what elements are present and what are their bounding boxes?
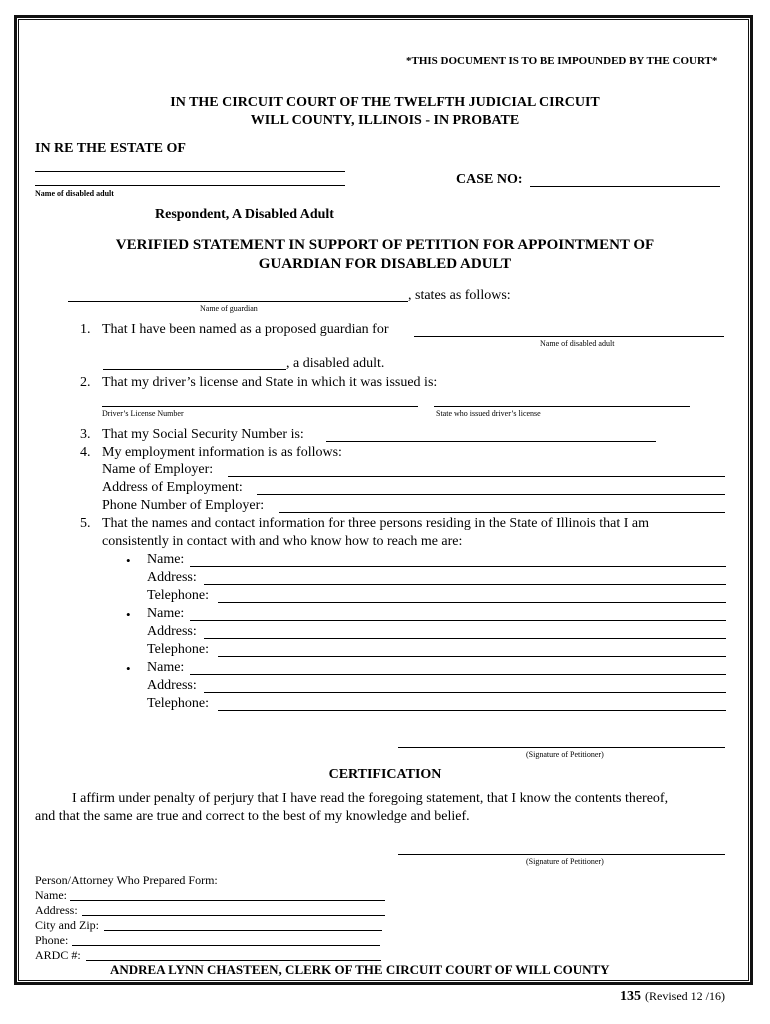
contact-3-address-label: Address: — [147, 678, 197, 693]
item-5-number: 5. — [80, 516, 91, 531]
contact-2-name-field[interactable] — [190, 620, 726, 621]
bullet-icon: • — [126, 607, 131, 622]
employment-address-field[interactable] — [257, 494, 725, 495]
contact-2-name-label: Name: — [147, 606, 185, 621]
guardian-caption: Name of guardian — [200, 304, 258, 313]
item-5-text-line-1: That the names and contact information for three persons residing in the State of Illinois that I am — [102, 516, 650, 531]
guardian-name-field[interactable] — [68, 301, 408, 302]
item-4-text: My employment information is as follows: — [102, 445, 342, 460]
drivers-license-field[interactable] — [102, 406, 418, 407]
bullet-icon: • — [126, 553, 131, 568]
disabled-adult-name-line-2[interactable] — [35, 185, 345, 186]
item-4-number: 4. — [80, 445, 91, 460]
certification-line-1: I affirm under penalty of perjury that I have read the foregoing statement, that I know the contents thereof, — [72, 791, 669, 806]
item-2-text: That my driver’s license and State in which it was issued is: — [102, 375, 438, 390]
item-1-text: That I have been named as a proposed guardian for — [102, 322, 389, 337]
impound-notice: *THIS DOCUMENT IS TO BE IMPOUNDED BY THE COURT* — [406, 55, 718, 67]
signature-caption-1: (Signature of Petitioner) — [526, 750, 604, 759]
clerk-name: ANDREA LYNN CHASTEEN, CLERK OF THE CIRCUIT COURT OF WILL COUNTY — [110, 962, 610, 977]
form-footer — [620, 987, 725, 1005]
respondent-label: Respondent, A Disabled Adult — [155, 207, 334, 222]
contact-3-name-label: Name: — [147, 660, 185, 675]
signature-caption-2: (Signature of Petitioner) — [526, 857, 604, 866]
court-county: WILL COUNTY, ILLINOIS - IN PROBATE — [250, 113, 520, 128]
item-1-caption: Name of disabled adult — [540, 339, 615, 348]
drivers-license-caption: Driver’s License Number — [102, 409, 184, 418]
item-1-disabled-adult-field[interactable] — [414, 336, 724, 337]
item-1-suffix: , a disabled adult. — [286, 356, 385, 371]
employer-name-label: Name of Employer: — [102, 462, 214, 477]
contact-1-telephone-label: Telephone: — [147, 588, 209, 603]
contact-2-telephone-label: Telephone: — [147, 642, 209, 657]
contact-3-name-field[interactable] — [190, 674, 726, 675]
preparer-name-label: Name: — [35, 888, 67, 902]
contact-1-name-label: Name: — [147, 552, 185, 567]
preparer-name-field[interactable] — [70, 900, 385, 901]
disabled-adult-caption: Name of disabled adult — [35, 189, 114, 198]
form-title-line-1: VERIFIED STATEMENT IN SUPPORT OF PETITION FOR APPOINTMENT OF — [115, 237, 655, 253]
form-title-line-2: GUARDIAN FOR DISABLED ADULT — [258, 256, 512, 272]
disabled-adult-name-line-1[interactable] — [35, 171, 345, 172]
employer-phone-label: Phone Number of Employer: — [102, 498, 265, 513]
preparer-ardc-label: ARDC #: — [35, 948, 81, 962]
certification-title: CERTIFICATION — [328, 767, 442, 782]
ssn-field[interactable] — [326, 441, 656, 442]
petitioner-signature-field-1[interactable] — [398, 747, 725, 748]
contact-3-telephone-field[interactable] — [218, 710, 726, 711]
contact-2-address-field[interactable] — [204, 638, 726, 639]
preparer-phone-label: Phone: — [35, 933, 69, 947]
preparer-ardc-field[interactable] — [86, 960, 381, 961]
certification-line-2: and that the same are true and correct to the best of my knowledge and belief. — [35, 809, 470, 824]
preparer-address-label: Address: — [35, 903, 78, 917]
preparer-address-field[interactable] — [82, 915, 385, 916]
contact-3-address-field[interactable] — [204, 692, 726, 693]
license-state-field[interactable] — [434, 406, 690, 407]
contact-3-telephone-label: Telephone: — [147, 696, 209, 711]
license-state-caption: State who issued driver’s license — [436, 409, 541, 418]
states-as-follows: , states as follows: — [408, 288, 511, 303]
item-3-text: That my Social Security Number is: — [102, 427, 304, 442]
employer-name-field[interactable] — [228, 476, 725, 477]
contact-1-address-label: Address: — [147, 570, 197, 585]
form-revised: (Revised 12 /16) — [645, 989, 725, 1003]
in-re-estate: IN RE THE ESTATE OF — [35, 141, 186, 156]
contact-1-address-field[interactable] — [204, 584, 726, 585]
item-2-number: 2. — [80, 375, 91, 390]
employment-address-label: Address of Employment: — [102, 480, 243, 495]
preparer-city-label: City and Zip: — [35, 918, 99, 932]
item-1-disabled-adult-field-2[interactable] — [103, 369, 286, 370]
case-no-field[interactable] — [530, 186, 720, 187]
preparer-title: Person/Attorney Who Prepared Form: — [35, 873, 218, 887]
form-number: 135 — [620, 989, 641, 1004]
item-1-number: 1. — [80, 322, 91, 337]
item-5-text-line-2: consistently in contact with and who know how to reach me are: — [102, 534, 463, 549]
case-no-label: CASE NO: — [456, 172, 523, 187]
court-name: IN THE CIRCUIT COURT OF THE TWELFTH JUDICIAL CIRCUIT — [170, 95, 600, 110]
employer-phone-field[interactable] — [279, 512, 725, 513]
contact-2-telephone-field[interactable] — [218, 656, 726, 657]
item-3-number: 3. — [80, 427, 91, 442]
contact-1-telephone-field[interactable] — [218, 602, 726, 603]
contact-2-address-label: Address: — [147, 624, 197, 639]
preparer-city-field[interactable] — [104, 930, 382, 931]
bullet-icon: • — [126, 661, 131, 676]
petitioner-signature-field-2[interactable] — [398, 854, 725, 855]
contact-1-name-field[interactable] — [190, 566, 726, 567]
preparer-phone-field[interactable] — [72, 945, 380, 946]
